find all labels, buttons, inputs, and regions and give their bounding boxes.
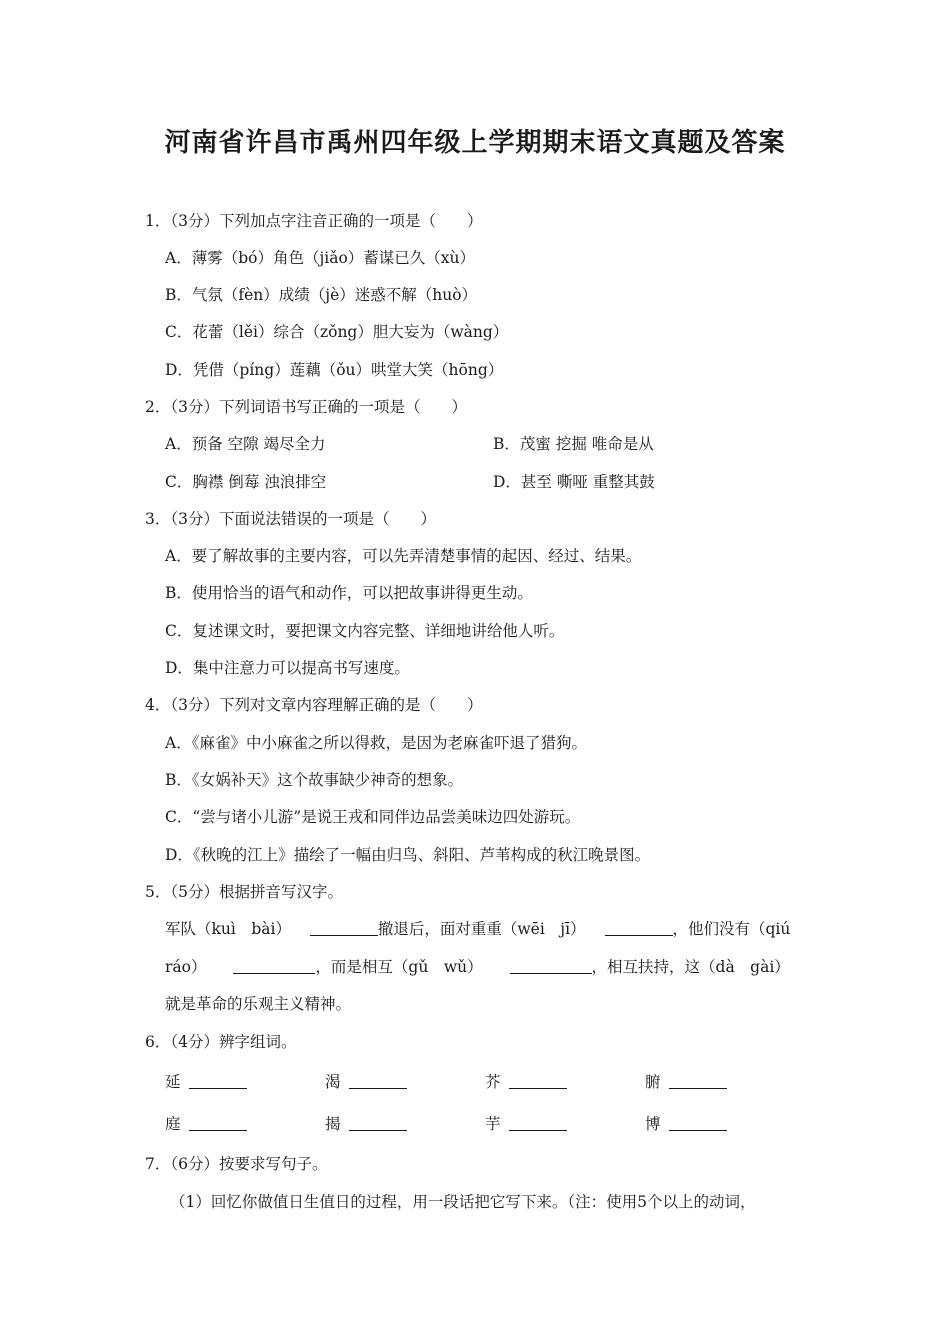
word-item xyxy=(645,1071,727,1093)
word-item xyxy=(645,1113,727,1135)
question-4-option-c: C．“尝与诸小儿游”是说王戎和同伴边品尝美味边四处游玩。 xyxy=(165,808,581,826)
word-item xyxy=(325,1113,407,1135)
question-3-stem: 3．（3分）下面说法错误的一项是（ ） xyxy=(145,510,436,528)
question-5-line-1 xyxy=(165,918,790,940)
question-1-stem: 1．（3分）下列加点字注音正确的一项是（ ） xyxy=(145,212,483,230)
word-char: 芥 xyxy=(485,1073,501,1091)
question-3-option-a: A．要了解故事的主要内容，可以先弄清楚事情的起因、经过、结果。 xyxy=(165,547,642,565)
question-2-option-b: B．茂蜜 挖掘 唯命是从 xyxy=(493,435,654,453)
word-char: 庭 xyxy=(165,1115,181,1133)
question-3-option-b: B．使用恰当的语气和动作，可以把故事讲得更生动。 xyxy=(165,584,533,602)
word-item xyxy=(325,1071,407,1093)
question-4-option-a: A．《麻雀》中小麻雀之所以得救，是因为老麻雀吓退了猎狗。 xyxy=(165,734,587,752)
word-item xyxy=(485,1113,567,1135)
question-7-stem: 7．（6分）按要求写句子。 xyxy=(145,1155,328,1173)
answer-blank[interactable] xyxy=(310,919,378,936)
question-6-stem: 6．（4分）辨字组词。 xyxy=(145,1033,297,1051)
answer-blank[interactable] xyxy=(605,919,673,936)
answer-blank[interactable] xyxy=(349,1072,407,1089)
word-item xyxy=(485,1071,567,1093)
question-2-option-d: D．甚至 嘶哑 重整其鼓 xyxy=(493,473,655,491)
word-char: 渴 xyxy=(325,1073,341,1091)
word-char: 博 xyxy=(645,1115,661,1133)
question-1-option-d: D．凭借（píng）莲藕（ǒu）哄堂大笑（hōng） xyxy=(165,361,504,379)
word-char: 腑 xyxy=(645,1073,661,1091)
pinyin-dagai: ，相互扶持，这（dà gài） xyxy=(591,958,790,976)
pinyin-kuibai: 军队（kuì bài） xyxy=(165,920,291,938)
answer-blank[interactable] xyxy=(509,1114,567,1131)
pinyin-qiurao-start: ，他们没有（qiú xyxy=(672,920,791,938)
answer-blank[interactable] xyxy=(669,1072,727,1089)
answer-blank[interactable] xyxy=(189,1072,247,1089)
page-title: 河南省许昌市禹州四年级上学期期末语文真题及答案 xyxy=(164,128,786,158)
word-char: 芋 xyxy=(485,1115,501,1133)
answer-blank[interactable] xyxy=(510,957,592,974)
question-2-option-c: C．胸襟 倒莓 浊浪排空 xyxy=(165,473,327,491)
question-1-option-a: A．薄雾（bó）角色（jiǎo）蓄谋已久（xù） xyxy=(165,249,476,267)
answer-blank[interactable] xyxy=(349,1114,407,1131)
question-1-option-b: B．气氛（fèn）成绩（jè）迷惑不解（huò） xyxy=(165,286,478,304)
question-2-stem: 2．（3分）下列词语书写正确的一项是（ ） xyxy=(145,398,467,416)
word-item xyxy=(165,1113,247,1135)
question-4-stem: 4．（3分）下列对文章内容理解正确的是（ ） xyxy=(145,696,483,714)
question-5-line-3: 就是革命的乐观主义精神。 xyxy=(165,995,352,1013)
word-char: 揭 xyxy=(325,1115,341,1133)
question-2-option-a: A．预备 空隙 竭尽全力 xyxy=(165,435,326,453)
answer-blank[interactable] xyxy=(509,1072,567,1089)
word-char: 延 xyxy=(165,1073,181,1091)
answer-blank[interactable] xyxy=(189,1114,247,1131)
pinyin-guwu: ，而是相互（gǔ wǔ） xyxy=(315,958,483,976)
pinyin-weiji: 撤退后，面对重重（wēi jī） xyxy=(377,920,586,938)
word-item xyxy=(165,1071,247,1093)
pinyin-qiurao-end: ráo） xyxy=(165,958,207,976)
answer-blank[interactable] xyxy=(233,957,315,974)
question-3-option-d: D．集中注意力可以提高书写速度。 xyxy=(165,659,410,677)
question-1-option-c: C．花蕾（lěi）综合（zǒng）胆大妄为（wàng） xyxy=(165,323,509,341)
answer-blank[interactable] xyxy=(669,1114,727,1131)
question-4-option-b: B．《女娲补天》这个故事缺少神奇的想象。 xyxy=(165,771,464,789)
question-4-option-d: D．《秋晚的江上》描绘了一幅由归鸟、斜阳、芦苇构成的秋江晚景图。 xyxy=(165,846,651,864)
question-5-line-2 xyxy=(165,956,790,978)
question-5-stem: 5．（5分）根据拼音写汉字。 xyxy=(145,883,343,901)
question-3-option-c: C．复述课文时，要把课文内容完整、详细地讲给他人听。 xyxy=(165,622,565,640)
question-7-sub-1: （1）回忆你做值日生值日的过程，用一段话把它写下来。（注：使用5个以上的动词， xyxy=(170,1193,756,1211)
